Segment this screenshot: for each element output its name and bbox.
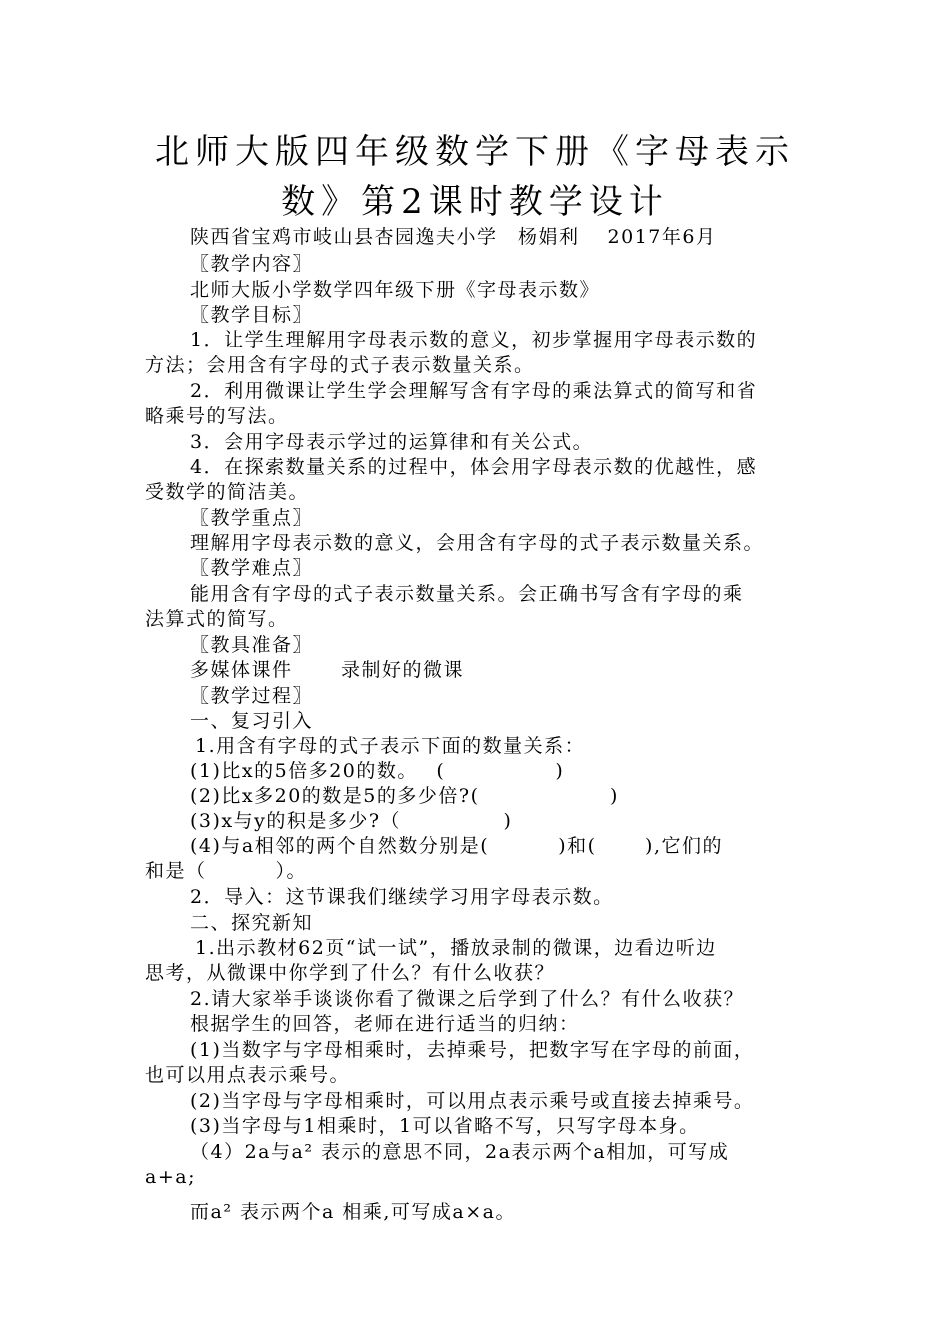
rule-4-line-2: a+a; [145,1166,196,1188]
question-4-line-2: 和是（ ）。 [145,860,308,882]
part-2-heading: 二、探究新知 [190,912,314,934]
rule-4-line-1: （4）2a与a² 表示的意思不同，2a表示两个a相加，可写成 [190,1141,730,1163]
content-text: 北师大版小学数学四年级下册《字母表示数》 [190,279,601,301]
part-2-item-1-line-2: 思考，从微课中你学到了什么？有什么收获？ [145,962,556,984]
difficulties-line-2: 法算式的简写。 [145,608,289,630]
goal-3: 3．会用字母表示学过的运算律和有关公式。 [190,431,594,453]
rule-5: 而a² 表示两个a 相乘,可写成a×a。 [190,1201,516,1223]
goal-1-line-2: 方法；会用含有字母的式子表示数量关系。 [145,354,535,376]
part-1-item-2: 2．导入：这节课我们继续学习用字母表示数。 [190,886,614,908]
goal-4-line-1: 4．在探索数量关系的过程中，体会用字母表示数的优越性，感 [190,456,758,478]
document-title-line-1: 北师大版四年级数学下册《字母表示 [155,132,795,172]
section-heading-key-points: 〖教学重点〗 [190,507,314,529]
question-3: (3)x与y的积是多少?（ ) [190,810,513,832]
difficulties-line-1: 能用含有字母的式子表示数量关系。会正确书写含有字母的乘 [190,583,744,605]
rule-1-line-1: (1)当数字与字母相乘时，去掉乘号，把数字写在字母的前面， [190,1039,755,1061]
part-2-item-1-line-1: 1.出示教材62页“试一试”，播放录制的微课，边看边听边 [195,937,717,959]
rule-3: (3)当字母与1相乘时，1可以省略不写，只写字母本身。 [190,1115,700,1137]
part-1-intro: 1.用含有字母的式子表示下面的数量关系： [195,735,586,757]
section-heading-tools: 〖教具准备〗 [190,634,314,656]
section-heading-goals: 〖教学目标〗 [190,304,314,326]
section-heading-difficulties: 〖教学难点〗 [190,557,314,579]
section-heading-content: 〖教学内容〗 [190,253,314,275]
section-heading-process: 〖教学过程〗 [190,685,314,707]
tools-text: 多媒体课件 录制好的微课 [190,659,465,681]
rule-2: (2)当字母与字母相乘时，可以用点表示乘号或直接去掉乘号。 [190,1090,755,1112]
part-1-heading: 一、复习引入 [190,710,314,732]
question-1: (1)比x的5倍多20的数。 ( ) [190,760,565,782]
part-2-item-2: 2.请大家举手谈谈你看了微课之后学到了什么？有什么收获？ [190,988,745,1010]
key-points-text: 理解用字母表示数的意义，会用含有字母的式子表示数量关系。 [190,532,765,554]
document-title-line-2: 数》第2课时教学设计 [281,182,669,222]
rule-1-line-2: 也可以用点表示乘号。 [145,1064,351,1086]
question-2: (2)比x多20的数是5的多少倍?( ) [190,785,619,807]
author-line: 陕西省宝鸡市岐山县杏园逸夫小学 杨娟利 2017年6月 [190,226,717,248]
goal-2-line-2: 略乘号的写法。 [145,405,289,427]
goal-1-line-1: 1．让学生理解用字母表示数的意义，初步掌握用字母表示数的 [190,329,758,351]
question-4-line-1: (4)与a相邻的两个自然数分别是( )和( ),它们的 [190,835,724,857]
goal-2-line-1: 2．利用微课让学生学会理解写含有字母的乘法算式的简写和省 [190,380,758,402]
part-2-summary-intro: 根据学生的回答，老师在进行适当的归纳： [190,1013,580,1035]
goal-4-line-2: 受数学的简洁美。 [145,481,310,503]
